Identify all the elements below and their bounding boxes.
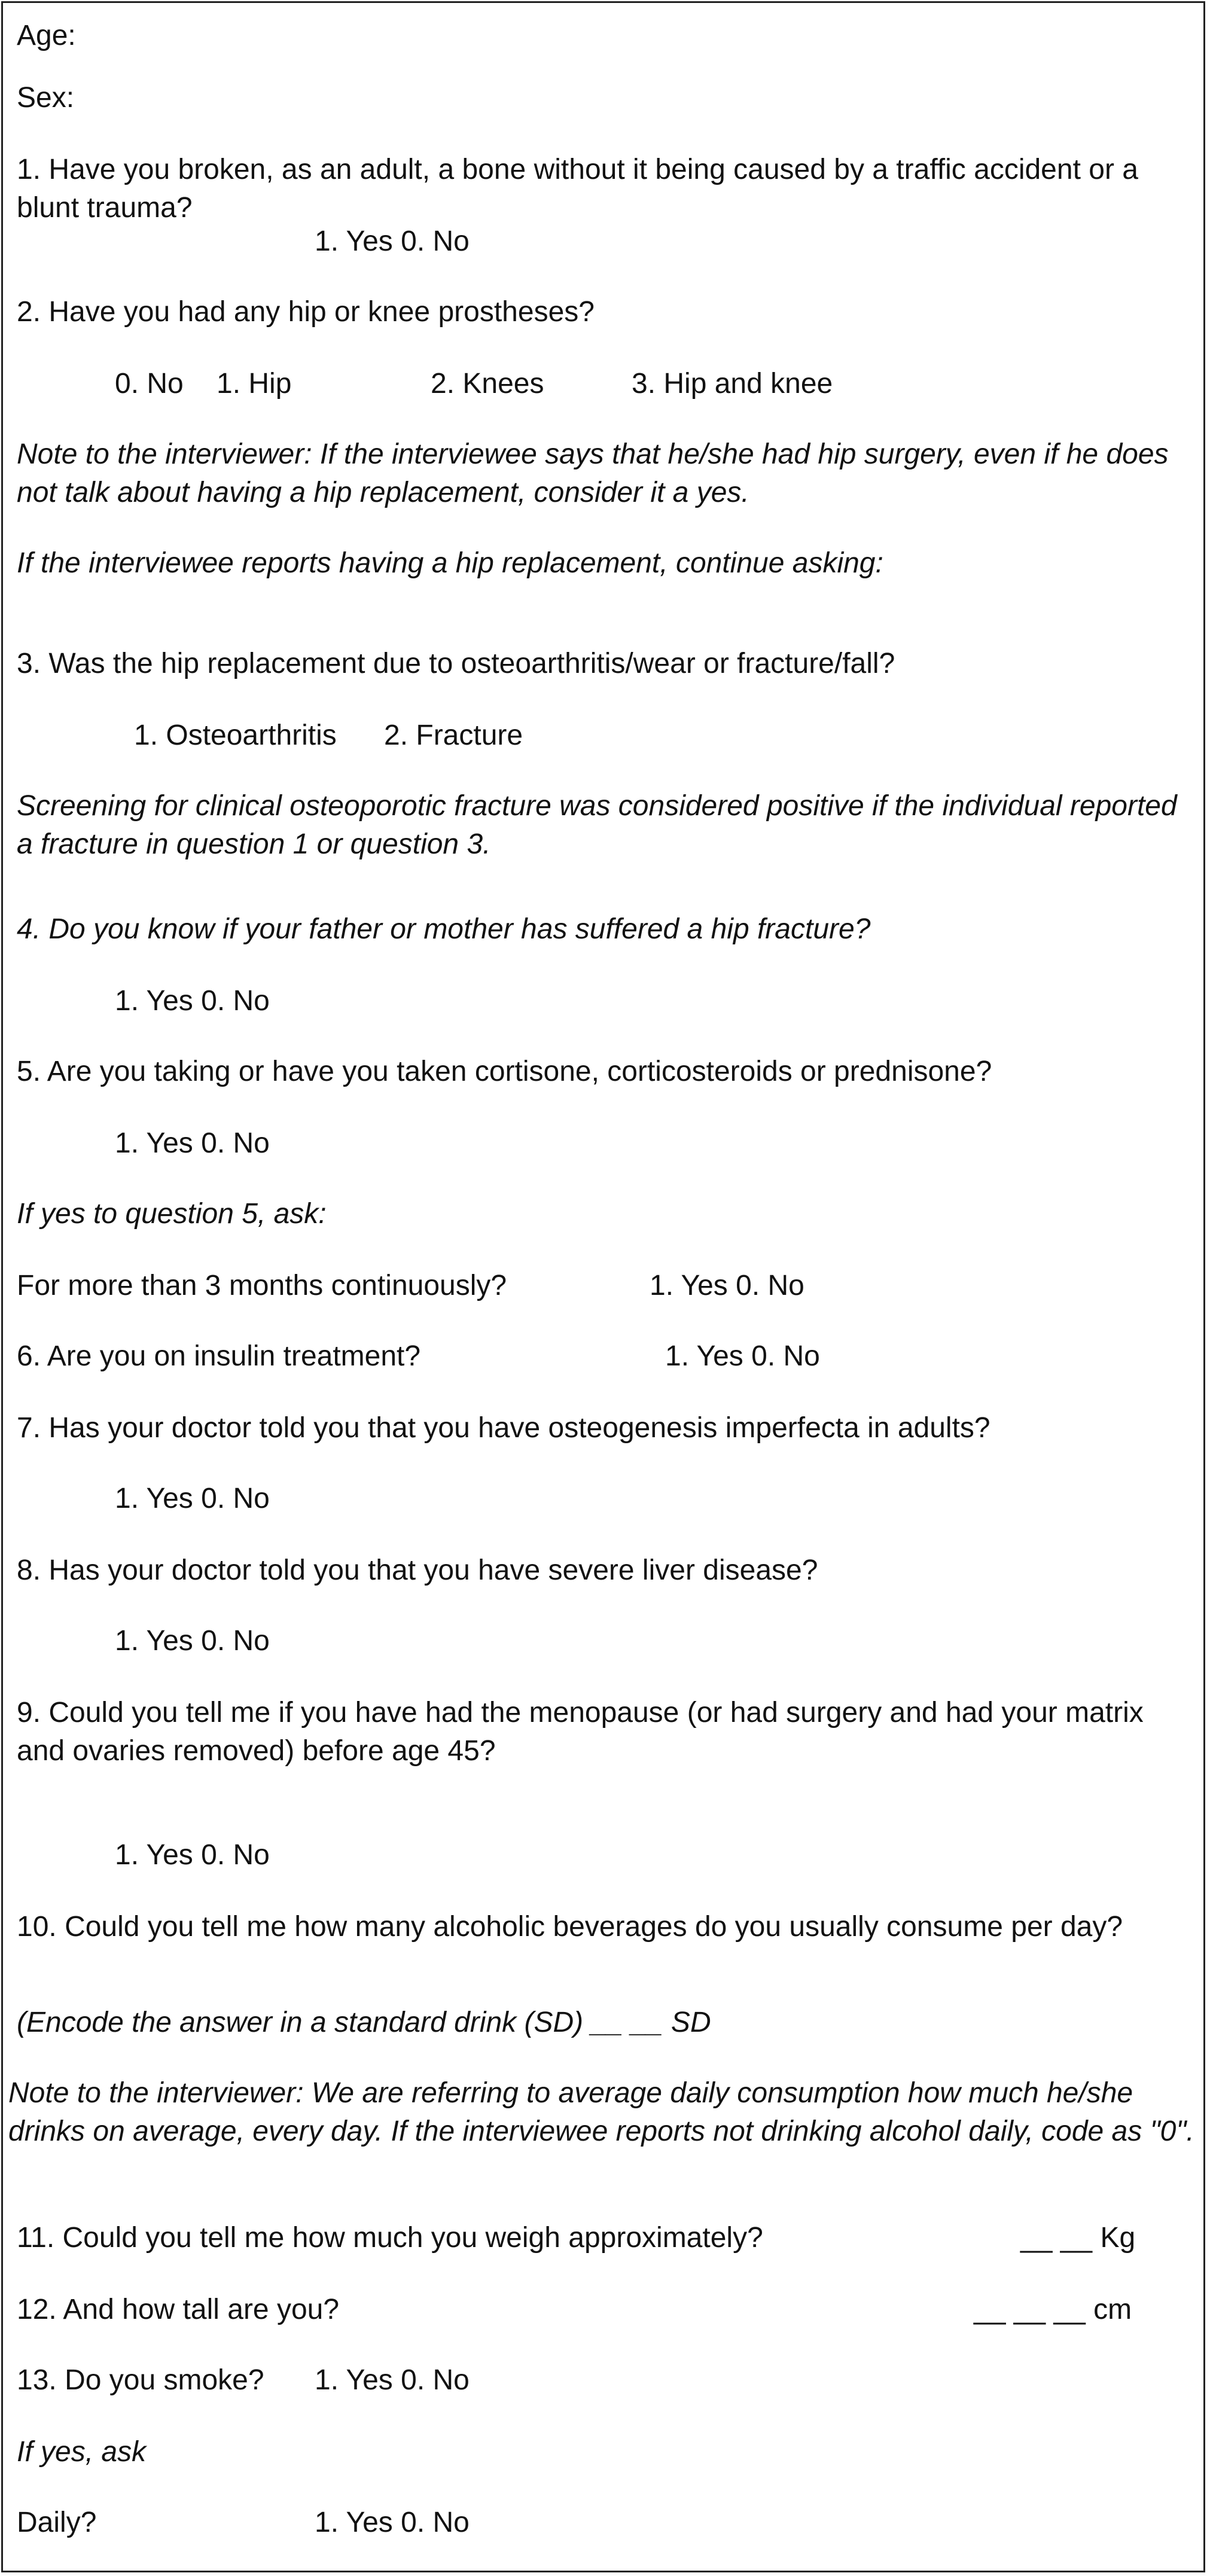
q2-option-knees: 2. Knees [431, 368, 544, 400]
question-2: 2. Have you had any hip or knee prostheses? [17, 296, 595, 328]
question-11: 11. Could you tell me how much you weigh approximately? [17, 2222, 763, 2254]
q4-options: 1. Yes 0. No [115, 985, 270, 1017]
q1-options: 1. Yes 0. No [315, 225, 470, 257]
question-10: 10. Could you tell me how many alcoholic beverages do you usually consume per day? [17, 1911, 1123, 1943]
q12-height-field: __ __ __ cm [974, 2294, 1132, 2325]
instruction-hip-replacement: If the interviewee reports having a hip replacement, continue asking: [17, 547, 883, 579]
question-1: 1. Have you broken, as an adult, a bone without it being caused by a traffic accident or a blunt trauma? [17, 154, 1138, 224]
q2-option-hip-and-knee: 3. Hip and knee [632, 368, 833, 400]
question-12: 12. And how tall are you? [17, 2294, 340, 2325]
q13-daily-label: Daily? [17, 2507, 97, 2538]
question-8: 8. Has your doctor told you that you have severe liver disease? [17, 1554, 818, 1586]
q10-encode-field: (Encode the answer in a standard drink (SD) __ __ SD [17, 2007, 711, 2038]
q13-options: 1. Yes 0. No [315, 2364, 470, 2396]
question-13: 13. Do you smoke? [17, 2364, 264, 2396]
question-7: 7. Has your doctor told you that you have osteogenesis imperfecta in adults? [17, 1412, 990, 1444]
q2-option-no: 0. No [115, 368, 184, 400]
q3-option-fracture: 2. Fracture [384, 720, 523, 751]
q5-followup-options: 1. Yes 0. No [650, 1270, 804, 1301]
q9-options: 1. Yes 0. No [115, 1839, 270, 1871]
question-6: 6. Are you on insulin treatment? [17, 1340, 421, 1372]
q8-options: 1. Yes 0. No [115, 1625, 270, 1657]
q5-options: 1. Yes 0. No [115, 1127, 270, 1159]
q6-options: 1. Yes 0. No [665, 1340, 820, 1372]
q13-followup-instruction: If yes, ask [17, 2436, 147, 2468]
question-9: 9. Could you tell me if you have had the menopause (or had surgery and had your matrix and ovaries removed) before age 45? [17, 1697, 1144, 1767]
q2-option-hip: 1. Hip [217, 368, 292, 400]
question-3: 3. Was the hip replacement due to osteoarthritis/wear or fracture/fall? [17, 648, 895, 679]
interviewer-note-alcohol: Note to the interviewer: We are referring to average daily consumption how much he/she drinks on average, every day. If the interviewee reports not drinking alcohol daily, code as "0". [8, 2077, 1194, 2147]
q11-weight-field: __ __ Kg [1020, 2222, 1136, 2254]
q7-options: 1. Yes 0. No [115, 1483, 270, 1514]
q3-option-osteoarthritis: 1. Osteoarthritis [134, 720, 337, 751]
question-4: 4. Do you know if your father or mother has suffered a hip fracture? [17, 913, 871, 945]
age-label: Age: [17, 20, 76, 51]
interviewer-note-hip-surgery: Note to the interviewer: If the interviewee says that he/she had hip surgery, even if he does not talk about having a hip replacement, consider it a yes. [17, 438, 1169, 508]
q5-followup-instruction: If yes to question 5, ask: [17, 1198, 327, 1230]
q13-daily-options: 1. Yes 0. No [315, 2507, 470, 2538]
question-5: 5. Are you taking or have you taken cortisone, corticosteroids or prednisone? [17, 1056, 992, 1087]
screening-note: Screening for clinical osteoporotic fracture was considered positive if the individual reported a fracture in question 1 or question 3. [17, 790, 1177, 860]
q5-followup-question: For more than 3 months continuously? [17, 1270, 507, 1301]
sex-label: Sex: [17, 82, 75, 114]
